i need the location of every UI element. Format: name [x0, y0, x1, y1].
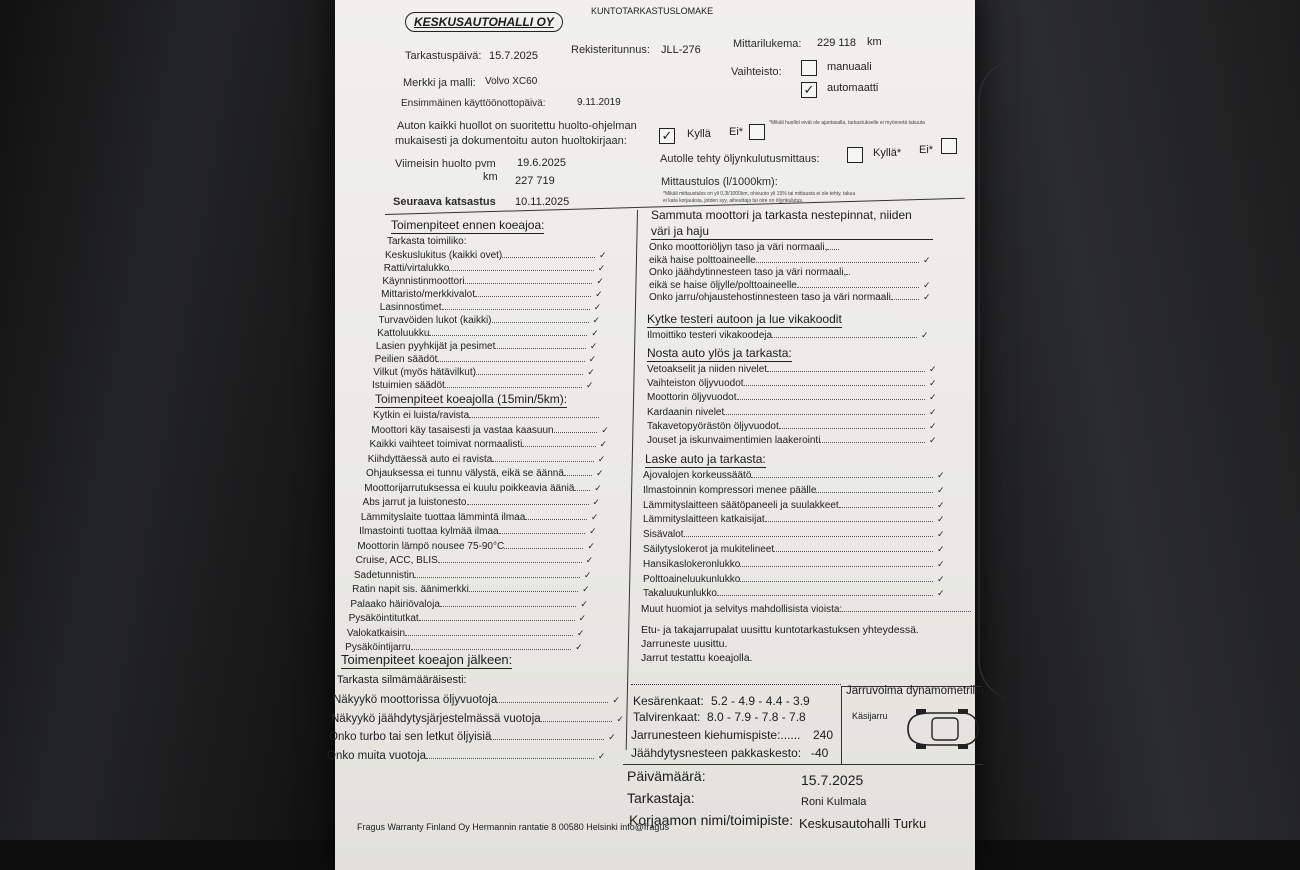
dotted-leader: [740, 566, 933, 567]
checklist-item: [372, 380, 594, 391]
km-label: km: [483, 171, 498, 183]
remarks-line: Jarrut testattu koeajolla.: [641, 652, 753, 664]
check-mark-icon: ✓: [599, 439, 608, 449]
dotted-leader: [740, 581, 933, 582]
dotted-leader: [684, 536, 933, 537]
checklist-item: [382, 276, 604, 287]
checklist-item: [363, 497, 601, 508]
checklist-item: [385, 250, 607, 261]
oil-no-checkbox[interactable]: [941, 138, 957, 154]
checklist-item-label: Turvavöiden lukot (kaikki): [378, 315, 492, 326]
dotted-leader: [465, 283, 593, 284]
checklist-item: [356, 555, 594, 566]
checklist-item-label: Säilytyslokerot ja mukitelineet: [643, 544, 775, 555]
check-mark-icon: ✓: [595, 289, 603, 299]
check-mark-icon: ✓: [612, 695, 620, 705]
checklist-item-label: Takaluukunlukko: [643, 588, 717, 600]
checklist-item: [329, 731, 616, 743]
checklist-item: [375, 354, 597, 365]
check-mark-icon: ✓: [585, 555, 594, 565]
dotted-leader: [491, 739, 604, 740]
checklist-item: [647, 364, 937, 375]
first-use-label: Ensimmäinen käyttöönottopäivä:: [401, 98, 546, 109]
gearbox-auto-label: automaatti: [827, 82, 879, 94]
dotted-leader: [797, 287, 919, 288]
dotted-leader: [497, 702, 608, 703]
checklist-item: [379, 315, 601, 326]
service-yes-label: Kyllä: [687, 128, 711, 140]
checklist-item-label: Takavetopyörästön öljyvuodot: [647, 420, 779, 432]
check-mark-icon: ✓: [580, 598, 588, 609]
dotted-leader: [772, 337, 917, 338]
check-mark-icon: ✓: [601, 424, 609, 435]
checklist-item-label: eikä haise polttoaineelle: [649, 254, 756, 266]
checklist-item: [347, 628, 585, 639]
checklist-item-label: Näkyykö jäähdytysjärjestelmässä vuotoja: [331, 712, 541, 725]
checklist-item: [649, 267, 850, 278]
check-mark-icon: ✓: [929, 435, 937, 445]
check-mark-icon: ✓: [583, 569, 592, 580]
check-mark-icon: ✓: [937, 558, 945, 569]
check-mark-icon: ✓: [923, 254, 931, 265]
dotted-leader: [442, 309, 590, 310]
dotted-leader: [779, 428, 925, 429]
check-mark-icon: ✓: [937, 588, 945, 599]
check-mark-icon: ✓: [929, 364, 937, 374]
checklist-item-label: Cruise, ACC, BLIS: [355, 555, 438, 566]
section-after-drive-subtitle: Tarkasta silmämääräisesti:: [337, 674, 467, 686]
checklist-item-label: Näkyykö moottorissa öljyvuotoja: [333, 694, 498, 706]
checklist-item: [643, 470, 945, 481]
dotted-leader: [846, 274, 850, 275]
checklist-item-label: Istuimien säädöt: [372, 380, 445, 391]
checklist-item: [384, 263, 606, 274]
checklist-item: [649, 280, 931, 291]
checklist-item: [368, 454, 606, 465]
check-mark-icon: ✓: [937, 499, 945, 510]
check-mark-icon: ✓: [923, 279, 931, 290]
checklist-item: [647, 330, 929, 341]
checklist-item: [647, 421, 937, 432]
service-no-label: Ei*: [729, 126, 744, 138]
checklist-item: [352, 584, 590, 595]
checklist-item-label: Onko turbo tai sen letkut öljyisiä: [329, 731, 492, 743]
checklist-item: [643, 574, 945, 585]
check-mark-icon: ✓: [929, 392, 937, 403]
check-mark-icon: ✓: [597, 453, 606, 464]
checklist-item-label: Ratin napit sis. äänimerkki: [352, 584, 469, 595]
check-mark-icon: ✓: [616, 713, 624, 724]
checklist-item-label: Vetoakselit ja niiden nivelet: [647, 364, 768, 375]
remarks-line: Etu- ja takajarrupalat uusittu kuntotarkastuksen yhteydessä.: [641, 624, 919, 636]
dotted-leader: [438, 562, 582, 563]
checklist-item: [370, 439, 608, 450]
measure-note-1: *Mikäli mittaustulos on yli 0,3l/1000km, ohivuoto yli 15% tai mittausta ei ole tehty, takuu: [663, 191, 856, 197]
checklist-item-label: Keskuslukitus (kaikki ovet): [385, 250, 503, 261]
checklist-item: [380, 302, 602, 313]
checklist-item: [331, 713, 624, 725]
check-mark-icon: ✓: [597, 263, 606, 273]
dotted-leader: [891, 299, 919, 300]
checklist-item: [643, 544, 945, 555]
sign-date-label: Päivämäärä:: [627, 768, 706, 784]
checklist-item-label: Moottori käy tasaisesti ja vastaa kaasuun: [371, 424, 554, 436]
check-mark-icon: ✓: [592, 497, 601, 507]
check-mark-icon: ✓: [596, 468, 604, 478]
checklist-item-label: Mittaristo/merkkivalot: [381, 289, 475, 300]
check-mark-icon: ✓: [575, 642, 583, 652]
odometer-unit: km: [867, 36, 882, 48]
checklist-item-label: Kattoluukku: [377, 328, 430, 339]
dotted-leader: [820, 442, 925, 443]
dotted-leader: [469, 417, 599, 418]
checklist-item: [643, 588, 945, 599]
checklist-item-label: Kytkin ei luista/ravista: [373, 410, 470, 421]
dotted-leader: [429, 335, 587, 336]
dotted-leader: [492, 461, 593, 462]
checklist-item: [647, 407, 937, 418]
shop-label: Korjaamon nimi/toimipiste:: [629, 812, 794, 828]
check-mark-icon: ✓: [608, 732, 616, 742]
check-mark-icon: ✓: [589, 526, 597, 536]
section-fluids-title-2: väri ja haju: [651, 224, 933, 240]
checklist-item-label: Ilmoittiko testeri vikakoodeja: [647, 330, 773, 341]
checklist-item: [361, 512, 599, 523]
car-seat-left: [0, 0, 360, 840]
winter-tyres-value: 8.0 - 7.9 - 7.8 - 7.8: [707, 710, 806, 724]
service-no-checkbox[interactable]: [749, 124, 765, 140]
checklist-item-label: Sadetunnistin: [353, 569, 415, 581]
dotted-leader: [504, 548, 583, 549]
measure-result-label: Mittaustulos (l/1000km):: [661, 176, 778, 188]
check-mark-icon: ✓: [593, 302, 602, 312]
checklist-item: [373, 367, 595, 378]
checklist-item-label: Abs jarrut ja luistonesto: [362, 497, 467, 508]
summer-tyres-value: 5.2 - 4.9 - 4.4 - 3.9: [711, 694, 810, 708]
gearbox-manual-checkbox[interactable]: [801, 60, 817, 76]
inspector-value: Roni Kulmala: [801, 796, 867, 808]
checklist-item-label: Kiihdyttäessä auto ei ravista: [367, 453, 493, 465]
form-title: KUNTOTARKASTUSLOMAKE: [591, 6, 714, 16]
checklist-item: [649, 255, 931, 266]
check-mark-icon: ✓: [937, 470, 945, 480]
check-mark-icon: ✓: [937, 529, 945, 540]
tyre-divider: [631, 684, 841, 685]
first-use-value: 9.11.2019: [577, 97, 621, 108]
check-mark-icon: ✓: [586, 380, 594, 390]
remarks-line: Jarruneste uusittu.: [641, 638, 728, 650]
checklist-item: [381, 289, 603, 300]
section-before-drive-title: Toimenpiteet ennen koeajoa:: [391, 218, 545, 232]
section-lower-title: Laske auto ja tarkasta:: [645, 452, 766, 466]
checklist-item-label: Moottorin öljyvuodot: [647, 392, 737, 404]
reg-value: JLL-276: [661, 44, 701, 56]
coolant-value: -40: [811, 746, 829, 760]
checklist-item: [371, 425, 609, 436]
checklist-item-label: Ratti/virtalukko: [383, 263, 450, 274]
checklist-item-label: Onko muita vuotoja: [327, 749, 427, 762]
checklist-item: [643, 485, 945, 496]
check-mark-icon: ✓: [937, 573, 945, 584]
checklist-item: [649, 242, 839, 253]
checklist-item-label: Ajovalojen korkeussäätö: [643, 470, 752, 481]
checklist-item-label: Palaako häiriövaloja: [350, 598, 440, 610]
dotted-leader: [495, 348, 585, 349]
checklist-item: [376, 341, 598, 352]
check-mark-icon: ✓: [591, 328, 599, 338]
shop-value: Keskusautohalli Turku: [799, 816, 927, 831]
dotted-leader: [554, 432, 598, 433]
checklist-item-label: eikä se haise öljylle/polttoaineelle: [649, 279, 797, 291]
checklist-item: [649, 292, 931, 303]
gearbox-manual-label: manuaali: [827, 61, 872, 73]
checklist-item-label: Kaikki vaihteet toimivat normaalisti: [369, 439, 523, 450]
dotted-leader: [541, 721, 613, 722]
handbrake-label: Käsijarru: [852, 711, 888, 721]
car-top-view-icon: [902, 707, 982, 751]
sign-date-value: 15.7.2025: [801, 772, 864, 788]
company-logo: KESKUSAUTOHALLI OY: [405, 12, 563, 32]
checklist-item: [350, 599, 588, 610]
checklist-item-label: Sisävalot: [643, 529, 684, 541]
last-service-value: 19.6.2025: [517, 157, 566, 169]
checklist-item-label: Lämmityslaite tuottaa lämmintä ilmaa: [360, 511, 526, 523]
next-inspection-label: Seuraava katsastus: [393, 196, 496, 208]
checklist-item-label: Lämmityslaitteen säätöpaneeli ja suulakkeet: [643, 499, 839, 511]
dotted-leader: [502, 257, 595, 258]
checklist-item: [364, 483, 602, 494]
checklist-item: [354, 570, 592, 581]
last-service-label: Viimeisin huolto pvm: [395, 158, 496, 170]
dotted-leader: [574, 490, 590, 491]
dotted-leader: [767, 371, 925, 372]
checklist-item-label: Moottorijarrutuksessa ei kuulu poikkeavia ääniä: [364, 482, 575, 494]
odometer-value: 229 118: [817, 37, 856, 49]
checklist-item: [333, 694, 620, 706]
dotted-leader: [737, 399, 926, 400]
dotted-leader: [756, 262, 919, 263]
checklist-item-label: Kardaanin nivelet: [647, 406, 725, 418]
check-mark-icon: ✓: [599, 250, 607, 260]
check-mark-icon: ✓: [592, 315, 601, 325]
check-mark-icon: ✓: [597, 750, 606, 761]
checklist-item: [373, 410, 599, 421]
section-lift-title: Nosta auto ylös ja tarkasta:: [647, 346, 792, 360]
next-inspection-value: 10.11.2025: [515, 196, 570, 208]
checklist-item-label: Pysäköintijarru: [345, 642, 411, 653]
checklist-item: [366, 468, 604, 479]
dotted-leader: [449, 270, 593, 271]
column-divider: [626, 210, 638, 750]
checklist-item-label: Ilmastointi tuottaa kylmää ilmaa: [359, 526, 499, 537]
oil-no-label: Ei*: [919, 144, 934, 156]
service-yes-checkbox[interactable]: ✓: [659, 128, 675, 144]
checklist-item: [643, 500, 945, 511]
dotted-leader: [499, 533, 585, 534]
dotted-leader: [440, 606, 576, 607]
checklist-item-label: Vaihteiston öljyvuodot: [647, 378, 744, 390]
dotted-leader: [827, 249, 839, 250]
checklist-item-label: Muut huomiot ja selvitys mahdollisista vioista:: [641, 604, 843, 615]
dotted-leader: [816, 492, 933, 493]
checklist-item-label: Lasien pyyhkijät ja pesimet: [375, 341, 496, 352]
dotted-leader: [475, 296, 591, 297]
section-test-drive-title: Toimenpiteet koeajolla (15min/5km):: [375, 392, 568, 406]
check-mark-icon: ✓: [587, 540, 595, 551]
check-mark-icon: ✓: [921, 330, 929, 340]
car-seat-right: [960, 0, 1300, 840]
check-mark-icon: ✓: [576, 627, 585, 638]
make-value: Volvo XC60: [485, 76, 538, 87]
dotted-leader: [774, 551, 933, 552]
checklist-item-label: Vilkut (myös hätävilkut): [373, 367, 476, 378]
dotted-leader: [525, 519, 586, 520]
dotted-leader: [751, 477, 933, 478]
inspector-label: Tarkastaja:: [627, 790, 695, 806]
checklist-item: [643, 559, 945, 570]
winter-tyres-label: Talvirenkaat:: [633, 710, 701, 724]
check-mark-icon: ✓: [929, 406, 937, 417]
dotted-leader: [842, 611, 971, 612]
checklist-item-label: Hansikaslokeronlukko: [643, 558, 741, 570]
brake-fluid-label: Jarrunesteen kiehumispiste:......: [631, 728, 801, 742]
footer-address: Fragus Warranty Finland Oy Hermannin rantatie 8 00580 Helsinki info@fragus: [357, 822, 669, 832]
dotted-leader: [724, 414, 925, 415]
seat-seam: [978, 60, 1280, 700]
check-mark-icon: ✓: [594, 482, 602, 493]
dotted-leader: [492, 322, 589, 323]
dotted-leader: [437, 361, 584, 362]
oil-yes-label: Kyllä*: [873, 147, 902, 159]
km-value: 227 719: [515, 175, 555, 187]
check-mark-icon: ✓: [588, 354, 597, 364]
reg-label: Rekisteritunnus:: [571, 44, 650, 56]
check-mark-icon: ✓: [582, 584, 590, 594]
checklist-item-label: Käynnistinmoottori: [382, 276, 465, 287]
checklist-item: [327, 750, 605, 762]
check-mark-icon: ✓: [578, 613, 587, 623]
checklist-item: [377, 328, 599, 339]
dotted-leader: [839, 507, 933, 508]
service-note: *Mikäli huollot eivät ole ajantasalla, tarkastukselle ei myönnetä takuuta: [769, 120, 925, 126]
dotted-leader: [405, 635, 573, 636]
checklist-item: [349, 613, 587, 624]
dotted-leader: [419, 620, 575, 621]
checklist-item-label: Lämmityslaitteen katkaisijat: [643, 514, 765, 526]
checklist-item: [357, 541, 595, 552]
section-after-drive-title: Toimenpiteet koeajon jälkeen:: [341, 652, 513, 667]
check-mark-icon: ✓: [937, 514, 945, 525]
dotted-leader: [426, 758, 594, 759]
oil-measure-label: Autolle tehty öljynkulutusmittaus:: [660, 153, 820, 165]
checklist-item: [647, 435, 937, 446]
dotted-leader: [414, 577, 579, 578]
checklist-item-label: Onko moottoriöljyn taso ja väri normaali,: [649, 242, 828, 253]
oil-yes-checkbox[interactable]: [847, 147, 863, 163]
dotted-leader: [564, 475, 592, 476]
checklist-item: [647, 378, 937, 389]
coolant-label: Jäähdytysnesteen pakkaskesto:: [631, 746, 802, 760]
dotted-leader: [469, 591, 578, 592]
checklist-item: [647, 392, 937, 403]
checklist-item-label: Polttoaineluukunlukko: [643, 573, 741, 585]
service-question-1: Auton kaikki huollot on suoritettu huolto-ohjelman: [397, 120, 637, 132]
checklist-item-label: Pysäköintitutkat: [348, 613, 419, 624]
checklist-item-label: Lasinnostimet: [379, 302, 442, 313]
dotted-leader: [411, 649, 571, 650]
checklist-item-label: Ohjauksessa ei tunnu välystä, eikä se äännä: [366, 468, 564, 479]
checklist-item-label: Onko jäähdytinnesteen taso ja väri normaali,: [649, 267, 847, 278]
make-label: Merkki ja malli:: [403, 77, 476, 89]
date-label: Tarkastuspäivä:: [405, 50, 482, 62]
odometer-label: Mittarilukema:: [733, 38, 802, 50]
check-mark-icon: ✓: [587, 367, 595, 377]
gearbox-label: Vaihteisto:: [731, 66, 782, 78]
dotted-leader: [765, 521, 933, 522]
gearbox-auto-checkbox[interactable]: ✓: [801, 82, 817, 98]
dyno-label: Jarruvoima dynamometrillä: [846, 685, 985, 697]
dotted-leader: [522, 446, 595, 447]
checklist-item-label: Moottorin lämpö nousee 75-90°C: [357, 540, 505, 552]
checklist-item: [643, 514, 945, 525]
remarks-label: [641, 604, 971, 615]
dotted-leader: [467, 504, 589, 505]
check-mark-icon: ✓: [590, 511, 599, 522]
check-mark-icon: ✓: [929, 378, 937, 389]
check-mark-icon: ✓: [596, 276, 604, 286]
checklist-item-label: Jouset ja iskunvaimentimien laakerointi: [647, 435, 821, 446]
checklist-item-label: Peilien säädöt: [374, 354, 438, 365]
dotted-leader: [476, 374, 583, 375]
check-mark-icon: ✓: [937, 484, 945, 495]
check-mark-icon: ✓: [937, 544, 945, 554]
checklist-item-label: Ilmastoinnin kompressori menee päälle: [643, 484, 817, 496]
checklist-item: [643, 529, 945, 540]
check-mark-icon: ✓: [929, 420, 937, 431]
summer-tyres-label: Kesärenkaat:: [633, 694, 704, 708]
inspection-form: [327, 0, 985, 870]
dotted-leader: [445, 387, 582, 388]
checklist-item: [359, 526, 597, 537]
section-diagnostics-title: Kytke testeri autoon ja lue vikakoodit: [647, 312, 842, 326]
measure-note-2: ei kata korjauksia, jotden syy, aiheuttaja tai oire on öljynkulutus.: [663, 198, 804, 204]
service-question-2: mukaisesti ja dokumentoitu auton huoltokirjaan:: [395, 135, 627, 147]
checklist-item-label: Onko jarru/ohjaustehostinnesteen taso ja väri normaali: [649, 292, 891, 303]
brake-fluid-value: 240: [813, 728, 834, 742]
dotted-leader: [717, 595, 933, 596]
check-mark-icon: ✓: [923, 292, 931, 302]
check-mark-icon: ✓: [589, 341, 598, 351]
dyno-box: [841, 685, 985, 765]
section-fluids-title-1: Sammuta moottori ja tarkasta nestepinnat, niiden: [651, 208, 912, 222]
section-before-drive-subtitle: Tarkasta toimiliko:: [387, 236, 467, 247]
date-value: 15.7.2025: [489, 50, 538, 62]
checklist-item-label: Valokatkaisin: [346, 627, 406, 639]
signature-divider: [623, 764, 983, 765]
dotted-leader: [744, 385, 925, 386]
